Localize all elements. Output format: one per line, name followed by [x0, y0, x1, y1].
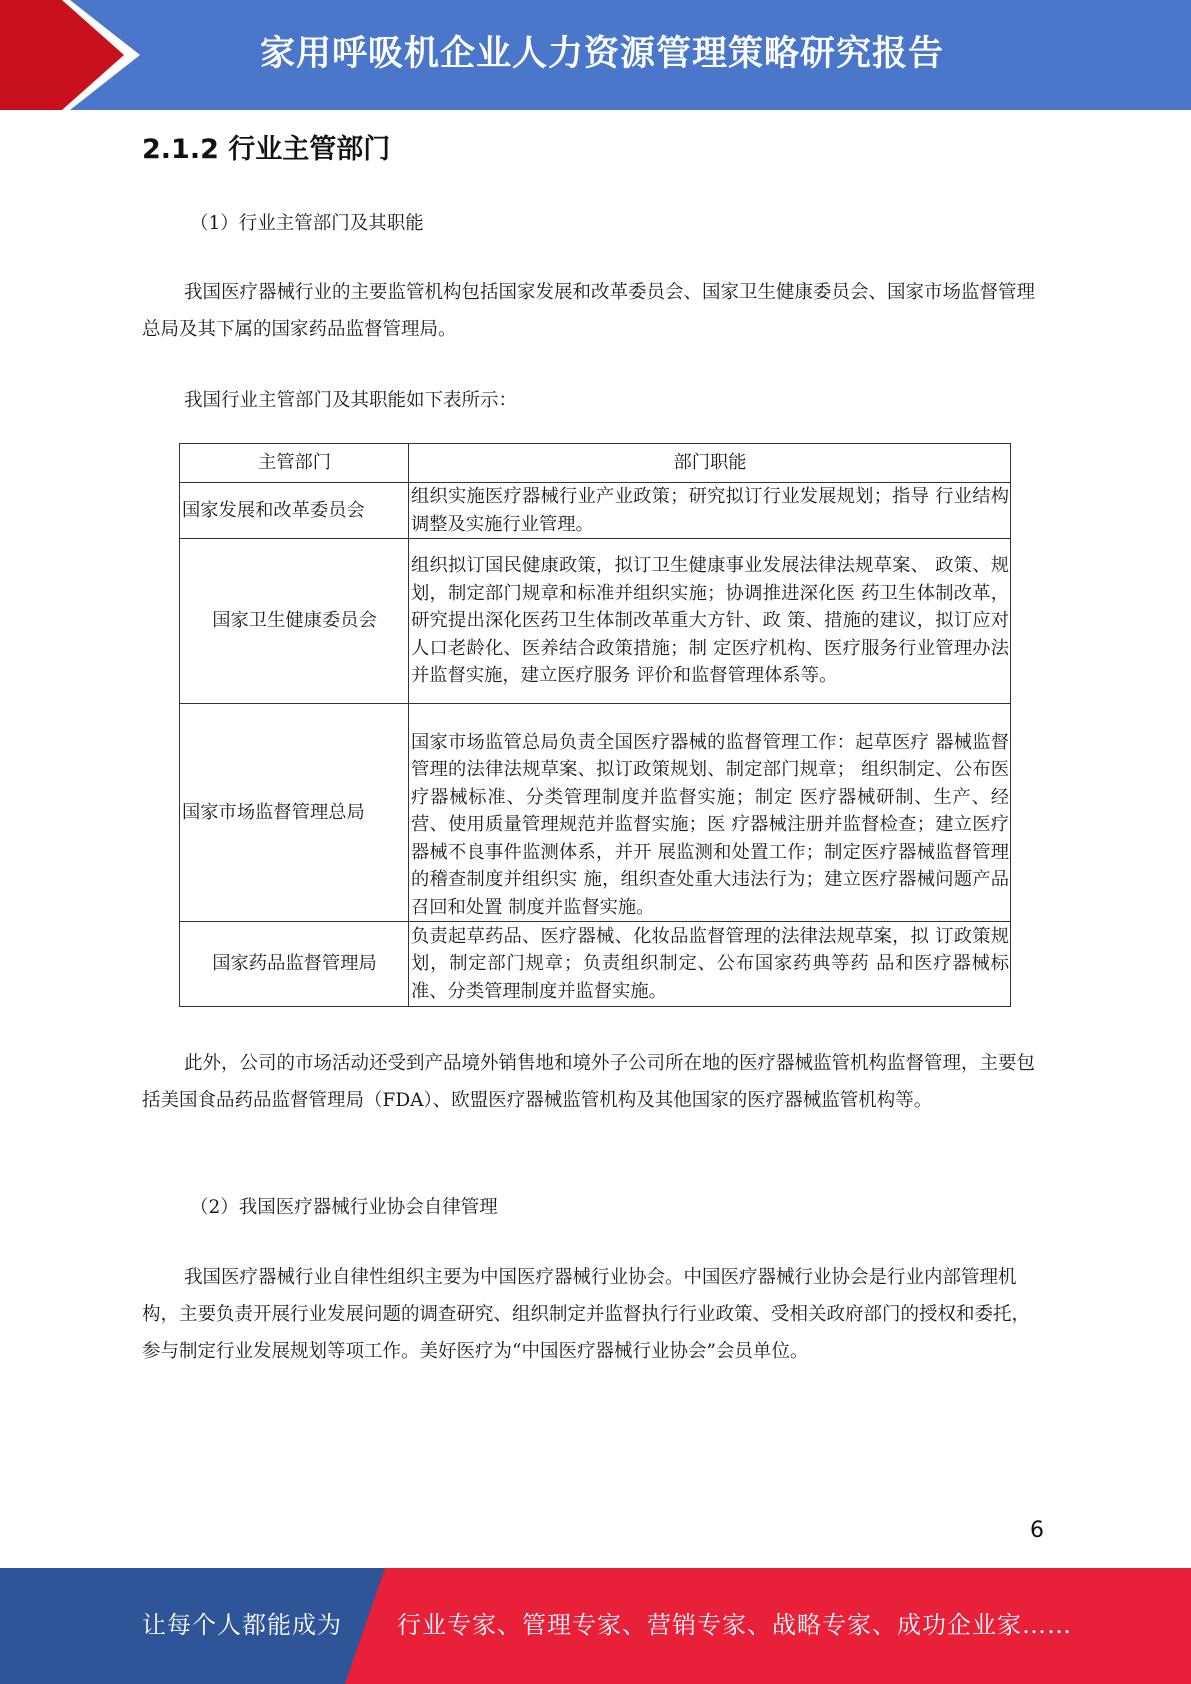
- table-cell-function: 组织实施医疗器械行业产业政策；研究拟订行业发展规划；指导 行业结构调整及实施行业管理。: [409, 483, 1011, 539]
- table-cell-department: 国家发展和改革委员会: [180, 483, 409, 539]
- table-row: [180, 483, 1011, 539]
- subsection-heading-2: （2）我国医疗器械行业协会自律管理: [190, 1197, 498, 1218]
- table-header-department: 主管部门: [180, 444, 409, 483]
- report-header: [0, 0, 1191, 110]
- departments-table: [179, 443, 1011, 1007]
- table-cell-department: 国家卫生健康委员会: [180, 539, 409, 704]
- table-cell-function: 负责起草药品、医疗器械、化妆品监督管理的法律法规草案，拟 订政策规划，制定部门规章；负责组织制定、公布国家药典等药 品和医疗器械标准、分类管理制度并监督实施。: [409, 922, 1011, 1007]
- table-row: [180, 539, 1011, 704]
- page-number: 6: [1030, 1518, 1044, 1543]
- paragraph-table-intro: 我国行业主管部门及其职能如下表所示：: [184, 390, 518, 411]
- table-cell-function: 组织拟订国民健康政策，拟订卫生健康事业发展法律法规草案、 政策、规划，制定部门规章和标准并组织实施；协调推进深化医 药卫生体制改革，研究提出深化医药卫生体制改革重大方针、政 策、措施的建议，拟订应对人口老龄化、医养结合政策措施；制 定医疗机构、医疗服务行业管理办法并监督实施，建立医疗服务 评价和监督管理体系等。: [409, 539, 1011, 704]
- table-header-function: 部门职能: [409, 444, 1011, 483]
- paragraph-overseas-regulators: 此外，公司的市场活动还受到产品境外销售地和境外子公司所在地的医疗器械监管机构监督管理，主要包括美国食品药品监督管理局（FDA）、欧盟医疗器械监管机构及其他国家的医疗器械监管机构等。: [142, 1053, 1036, 1111]
- report-title: 家用呼吸机企业人力资源管理策略研究报告: [260, 34, 945, 74]
- footer-slogan-right: 行业专家、管理专家、营销专家、战略专家、成功企业家……: [397, 1611, 1072, 1639]
- report-footer: [0, 1568, 1191, 1684]
- table-cell-department: 国家市场监督管理总局: [180, 704, 409, 922]
- section-heading: 2.1.2 行业主管部门: [142, 134, 391, 165]
- table-header-row: [180, 444, 1011, 483]
- footer-slogan-left: 让每个人都能成为: [142, 1611, 342, 1639]
- paragraph-industry-association: 我国医疗器械行业自律性组织主要为中国医疗器械行业协会。中国医疗器械行业协会是行业内部管理机构，主要负责开展行业发展问题的调查研究、组织制定并监督执行行业政策、受相关政府部门的授权和委托，参与制定行业发展规划等项工作。美好医疗为“中国医疗器械行业协会”会员单位。: [142, 1267, 1031, 1362]
- header-chevron-decoration: [0, 0, 160, 110]
- table-row: [180, 704, 1011, 922]
- table-cell-department: 国家药品监督管理局: [180, 922, 409, 1007]
- subsection-heading-1: （1）行业主管部门及其职能: [190, 213, 424, 234]
- table-cell-function: 国家市场监管总局负责全国医疗器械的监督管理工作：起草医疗 器械监督管理的法律法规草案、拟订政策规划、制定部门规章； 组织制定、公布医疗器械标准、分类管理制度并监督实施；制定 医疗器械研制、生产、经营、使用质量管理规范并监督实施；医 疗器械注册并监督检查；建立医疗器械不良事件监测体系，并开 展监测和处置工作；制定医疗器械监督管理的稽查制度并组织实 施，组织查处重大违法行为；建立医疗器械问题产品召回和处置 制度并监督实施。: [409, 704, 1011, 922]
- table-row: [180, 922, 1011, 1007]
- paragraph-regulators: 我国医疗器械行业的主要监管机构包括国家发展和改革委员会、国家卫生健康委员会、国家市场监督管理总局及其下属的国家药品监督管理局。: [142, 282, 1036, 340]
